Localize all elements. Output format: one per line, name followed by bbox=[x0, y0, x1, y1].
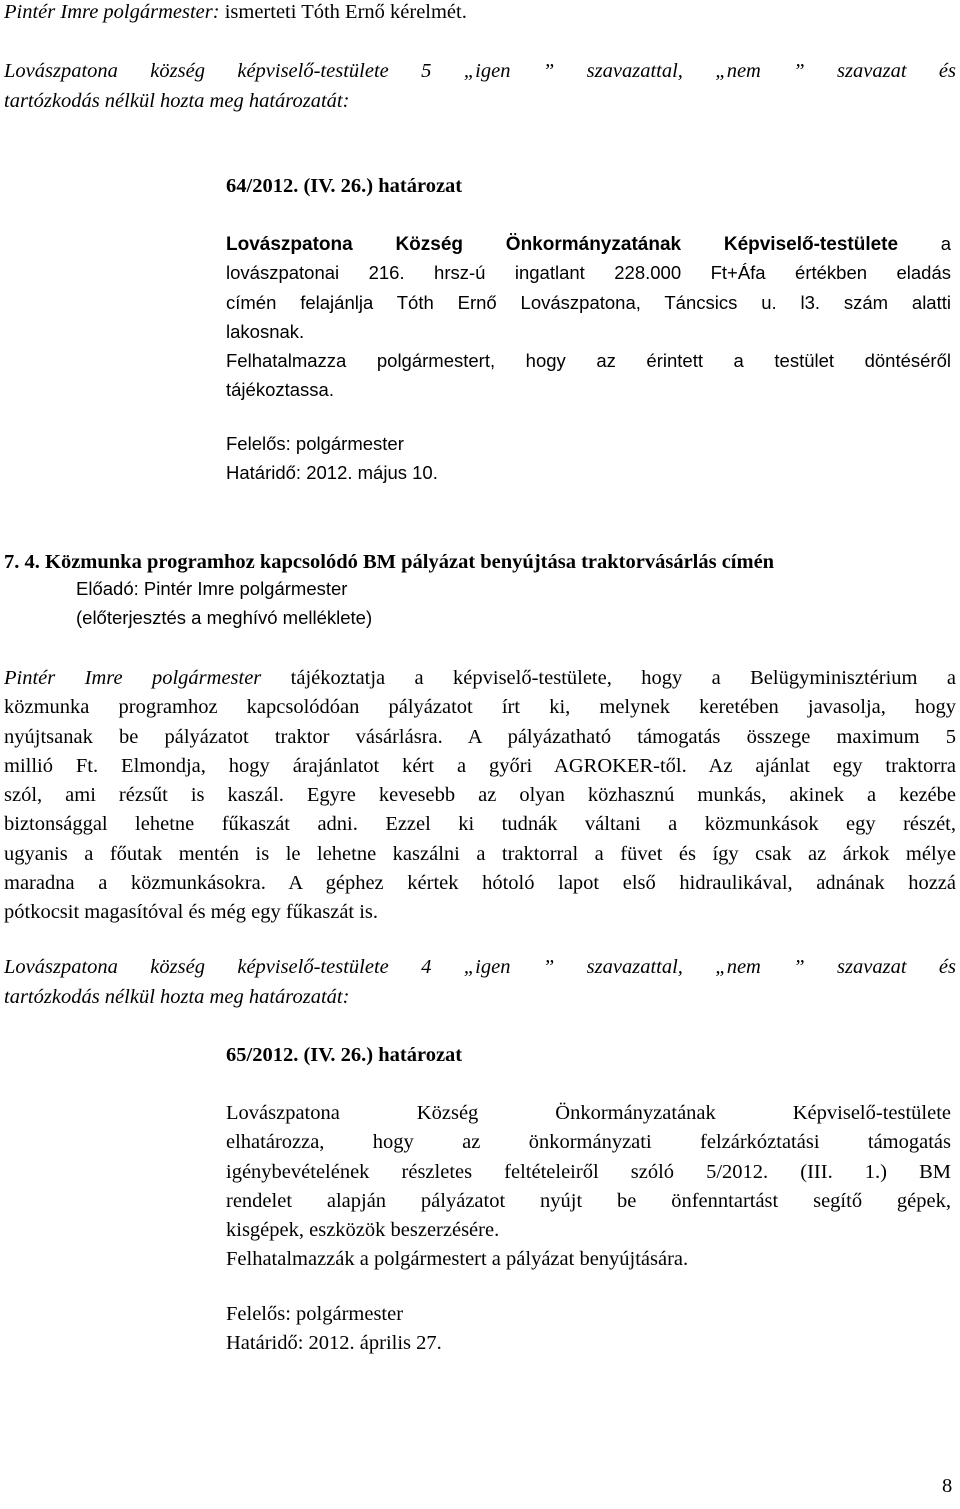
resolution-65-auth: Felhatalmazzák a polgármestert a pályázat benyújtására. bbox=[226, 1248, 689, 1271]
resolution-64-line-4: lakosnak. bbox=[226, 320, 305, 342]
resolution-64-auth-2: tájékoztassa. bbox=[226, 379, 334, 401]
speaker-name: Pintér Imre polgármester bbox=[4, 667, 262, 689]
resolution-65-responsible: Felelős: polgármester bbox=[226, 1303, 404, 1325]
agenda-item-number: 7. 4. bbox=[4, 551, 40, 573]
resolution-65-line: kisgépek, eszközök beszerzésére. bbox=[226, 1219, 500, 1242]
resolution-65-deadline: Határidő: 2012. április 27. bbox=[226, 1332, 442, 1354]
page-number: 8 bbox=[942, 1475, 953, 1497]
vote-statement-2 bbox=[4, 957, 956, 978]
resolution-65-number: 65/2012. (IV. 26.) határozat bbox=[226, 1044, 463, 1066]
agenda-item-title: Közmunka programhoz kapcsolódó BM pályázat benyújtása traktorvásárlás címén bbox=[45, 551, 775, 573]
resolution-64-line-1: Lovászpatona Község Önkormányzatának Képviselő-testülete a bbox=[226, 233, 951, 255]
resolution-65-line: Lovászpatona Község Önkormányzatának Képviselő-testülete bbox=[226, 1102, 951, 1124]
resolution-64-line-3: címén felajánlja Tóth Ernő Lovászpatona, Táncsics u. l3. szám alatti bbox=[226, 291, 951, 313]
resolution-64-body bbox=[226, 233, 951, 409]
vote-statement-2-b: tartózkodás nélkül hozta meg határozatát: bbox=[4, 986, 350, 1008]
discussion-line: maradna a közmunkásokra. A géphez kértek hótoló lapot első hidraulikával, adnának hozzá bbox=[4, 872, 956, 895]
speaker-name: Pintér Imre polgármester: bbox=[4, 1, 220, 23]
resolution-65-line: rendelet alapján pályázatot nyújt be önfenntartást segítő gépek, bbox=[226, 1189, 951, 1212]
resolution-64-number: 64/2012. (IV. 26.) határozat bbox=[226, 175, 463, 197]
discussion-line: Pintér Imre polgármester tájékoztatja a képviselő-testülete, hogy a Belügyminisztérium a bbox=[4, 667, 956, 689]
resolution-65-body bbox=[226, 1102, 951, 1278]
resolution-64-line-2: lovászpatonai 216. hrsz-ú ingatlant 228.000 Ft+Áfa értékben eladás bbox=[226, 262, 951, 284]
agenda-item-presenter: Előadó: Pintér Imre polgármester bbox=[76, 578, 348, 599]
vote-statement-1 bbox=[4, 61, 956, 82]
discussion-line: közmunka programhoz kapcsolódóan pályázatot írt ki, melynek keretében javasolja, hogy bbox=[4, 696, 956, 719]
resolution-64-auth-1: Felhatalmazza polgármestert, hogy az érintett a testület döntéséről bbox=[226, 350, 951, 372]
vote-statement-2-a: Lovászpatona község képviselő-testülete 4 „igen ” szavazattal, „nem ” szavazat és bbox=[4, 956, 956, 978]
resolution-64-responsible: Felelős: polgármester bbox=[226, 433, 404, 454]
intro-line bbox=[4, 2, 467, 23]
discussion-paragraph bbox=[4, 667, 956, 931]
agenda-item-heading bbox=[4, 552, 774, 573]
resolution-65-line: elhatározza, hogy az önkormányzati felzárkóztatási támogatás bbox=[226, 1131, 951, 1154]
discussion-line: nyújtsanak be pályázatot traktor vásárlásra. A pályázatható támogatás összege maximum 5 bbox=[4, 725, 956, 748]
discussion-line: biztonsággal lehetne fűkaszát adni. Ezzel ki tudnák váltani a közmunkások egy részét, bbox=[4, 813, 956, 836]
intro-text: ismerteti Tóth Ernő kérelmét. bbox=[219, 1, 467, 23]
resolution-65-line: igénybevételének részletes feltételeiről szóló 5/2012. (III. 1.) BM bbox=[226, 1160, 951, 1183]
vote-statement-1-b: tartózkodás nélkül hozta meg határozatát: bbox=[4, 90, 350, 112]
discussion-line: millió Ft. Elmondja, hogy árajánlatot kért a győri AGROKER-től. Az ajánlat egy traktorra bbox=[4, 754, 956, 777]
agenda-item-attachment: (előterjesztés a meghívó melléklete) bbox=[76, 607, 373, 628]
discussion-line: szól, ami rézsűt is kaszál. Egyre kevesebb az olyan közhasznú munkás, akinek a kezébe bbox=[4, 784, 956, 807]
discussion-line: pótkocsit magasítóval és még egy fűkaszát is. bbox=[4, 901, 379, 924]
vote-statement-1-a: Lovászpatona község képviselő-testülete 5 „igen ” szavazattal, „nem ” szavazat és bbox=[4, 60, 956, 82]
resolution-64-deadline: Határidő: 2012. május 10. bbox=[226, 462, 438, 483]
discussion-line: ugyanis a főutak mentén is le lehetne kaszálni a traktorral a füvet és így csak az árkok mélye bbox=[4, 842, 956, 865]
